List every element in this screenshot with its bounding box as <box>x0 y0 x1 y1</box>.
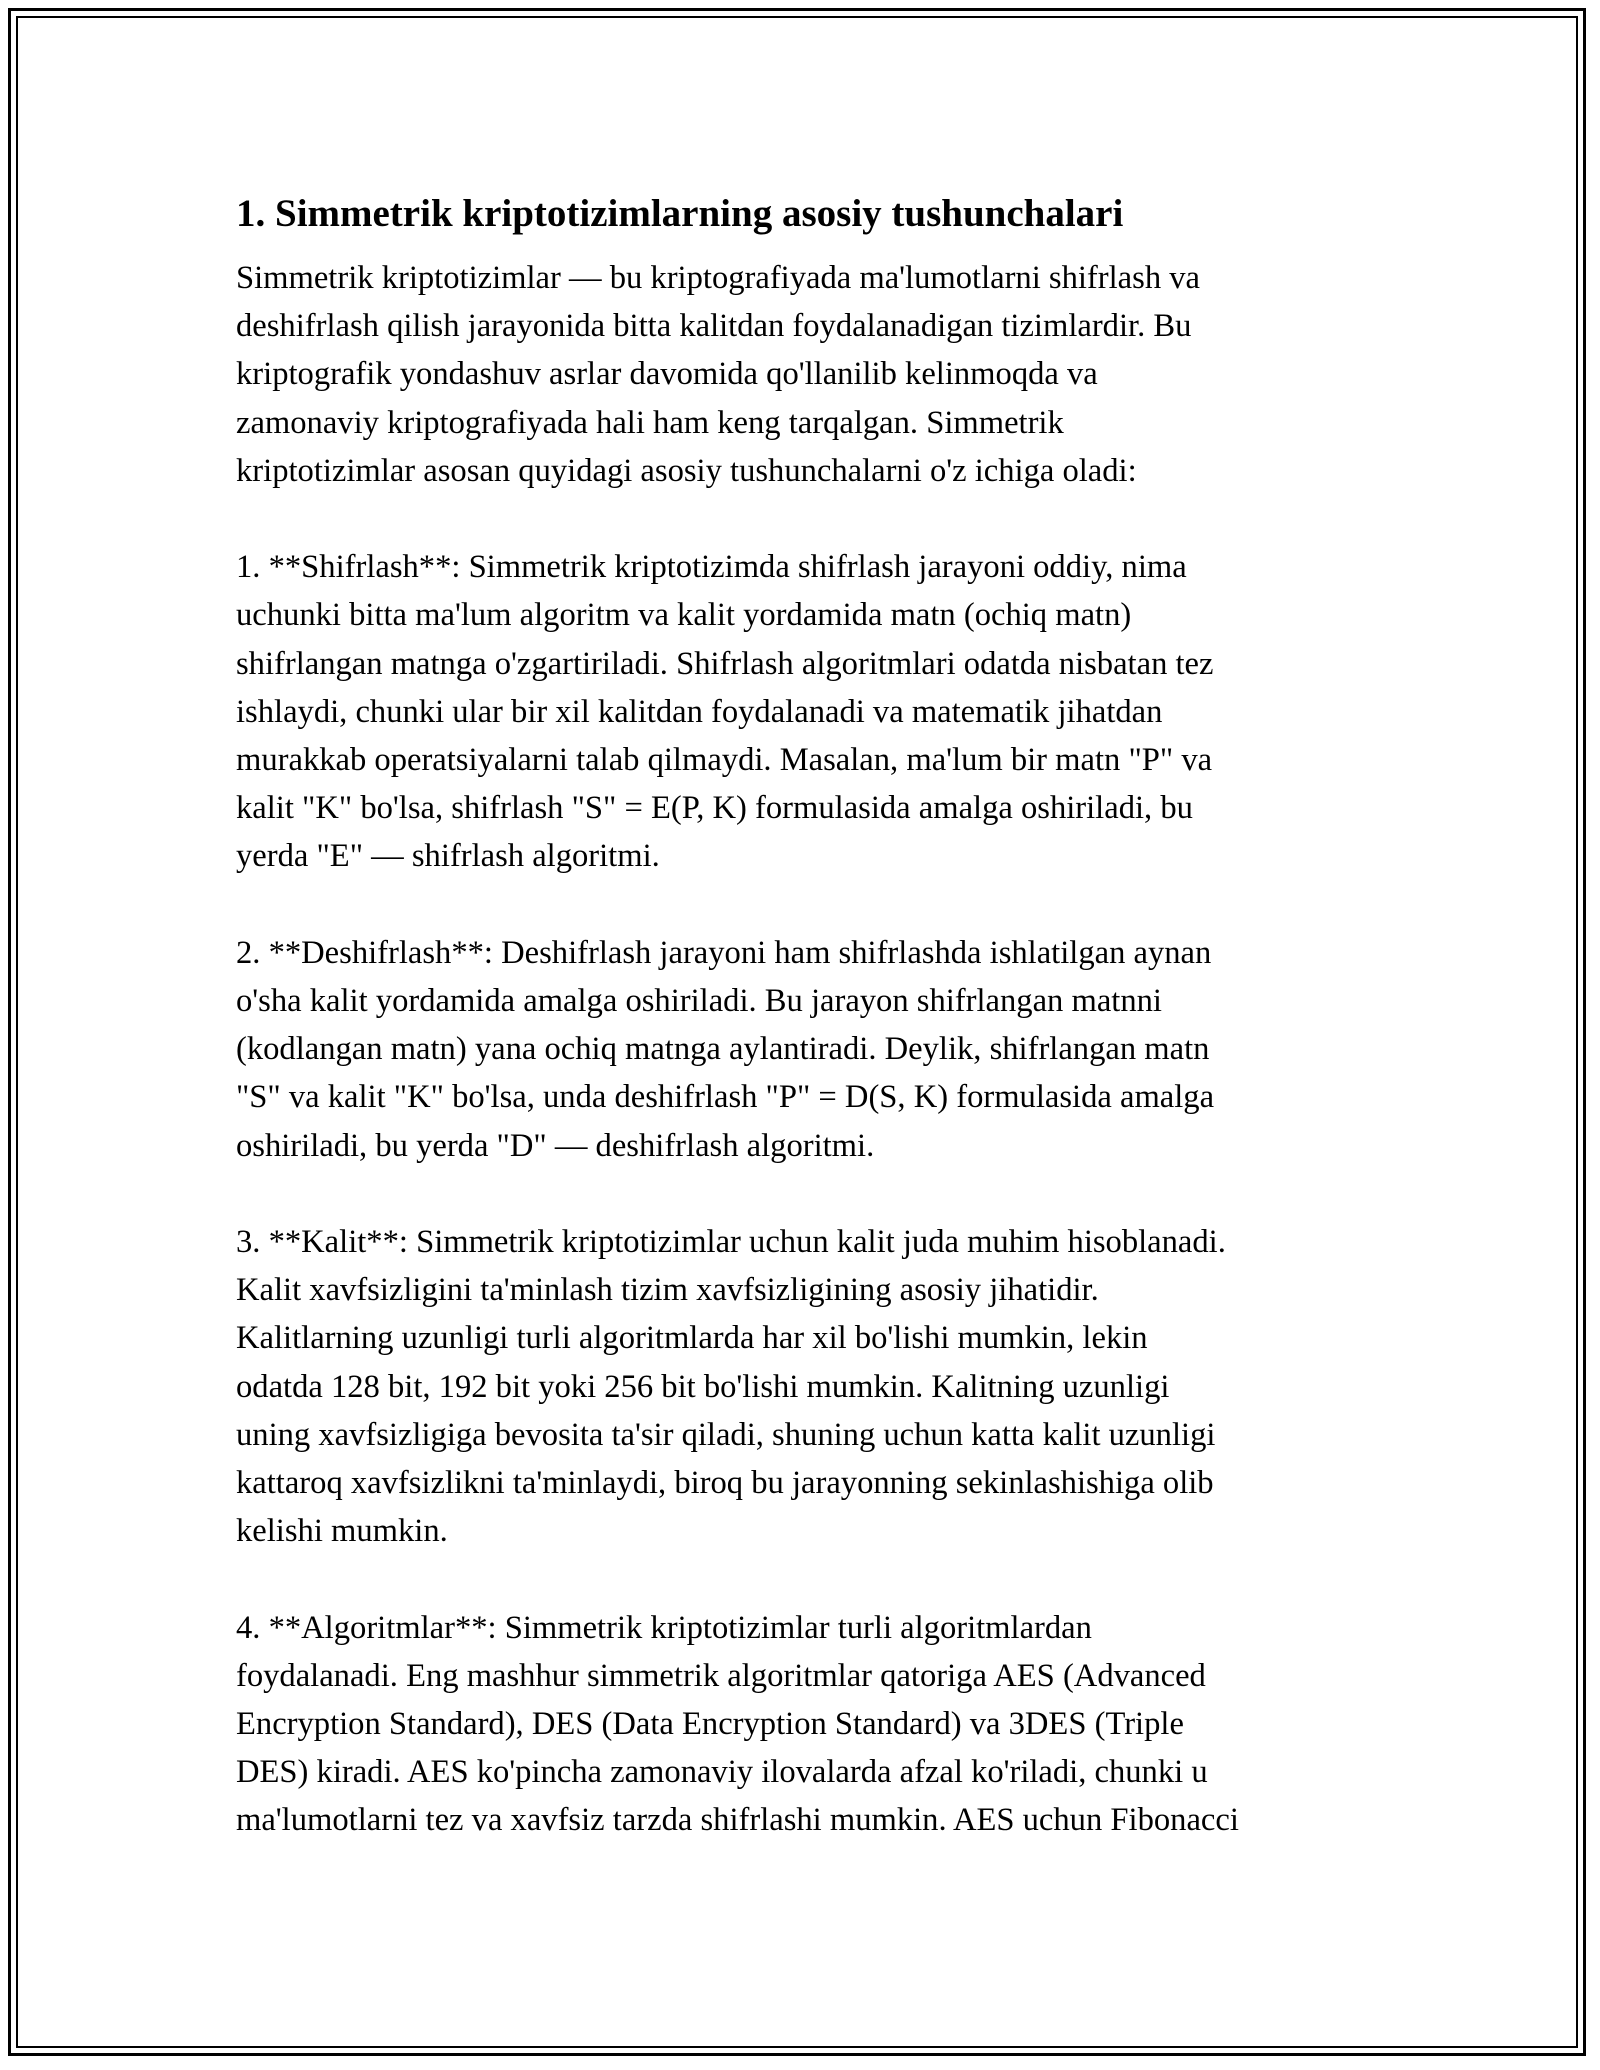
paragraph-algoritmlar: 4. **Algoritmlar**: Simmetrik kriptotizimlar turli algoritmlardan foydalanadi. Eng mashhur simmetrik algoritmlar qatoriga AES (Advanced Encryption Standard), DES (Data Encryption Standard) va 3DES (Triple DES) kiradi. AES ko'pincha zamonaviy ilovalarda afzal ko'riladi, chunki u ma'lumotlarni tez va xavfsiz tarzda shifrlashi mumkin. AES uchun Fibonacci <box>236 1609 1239 1839</box>
document-body <box>236 186 1386 1845</box>
page-title: 1. Simmetrik kriptotizimlarning asosiy tushunchalari <box>236 192 1124 235</box>
paragraph-intro: Simmetrik kriptotizimlar — bu kriptografiyada ma'lumotlarni shifrlash va deshifrlash qilish jarayonida bitta kalitdan foydalanadigan tizimlardir. Bu kriptografik yondashuv asrlar davomida qo'llanilib kelinmoqda va zamonaviy kriptografiyada hali ham keng tarqalgan. Simmetrik kriptotizimlar asosan quyidagi asosiy tushunchalarni o'z ichiga oladi: <box>236 260 1200 489</box>
paragraph-deshifrlash: 2. **Deshifrlash**: Deshifrlash jarayoni ham shifrlashda ishlatilgan aynan o'sha kalit yordamida amalga oshiriladi. Bu jarayon shifrlangan matnni (kodlangan matn) yana ochiq matnga aylantiradi. Deylik, shifrlangan matn "S" va kalit "K" bo'lsa, unda deshifrlash "P" = D(S, K) formulasida amalga oshiriladi, bu yerda "D" — deshifrlash algoritmi. <box>236 934 1215 1164</box>
paragraph-kalit: 3. **Kalit**: Simmetrik kriptotizimlar uchun kalit juda muhim hisoblanadi. Kalit xavfsizligini ta'minlash tizim xavfsizligining asosiy jihatidir. Kalitlarning uzunligi turli algoritmlarda har xil bo'lishi mumkin, lekin odatda 128 bit, 192 bit yoki 256 bit bo'lishi mumkin. Kalitning uzunligi uning xavfsizligiga bevosita ta'sir qiladi, shuning uchun katta kalit uzunligi kattaroq xavfsizlikni ta'minlaydi, biroq bu jarayonning sekinlashishiga olib kelishi mumkin. <box>236 1224 1226 1550</box>
paragraph-shifrlash: 1. **Shifrlash**: Simmetrik kriptotizimda shifrlash jarayoni oddiy, nima uchunki bitta ma'lum algoritm va kalit yordamida matn (ochiq matn) shifrlangan matnga o'zgartiriladi. Shifrlash algoritmlari odatda nisbatan tez ishlaydi, chunki ular bir xil kalitdan foydalanadi va matematik jihatdan murakkab operatsiyalarni talab qilmaydi. Masalan, ma'lum bir matn "P" va kalit "K" bo'lsa, shifrlash "S" = E(P, K) formulasida amalga oshiriladi, bu yerda "E" — shifrlash algoritmi. <box>236 549 1214 875</box>
